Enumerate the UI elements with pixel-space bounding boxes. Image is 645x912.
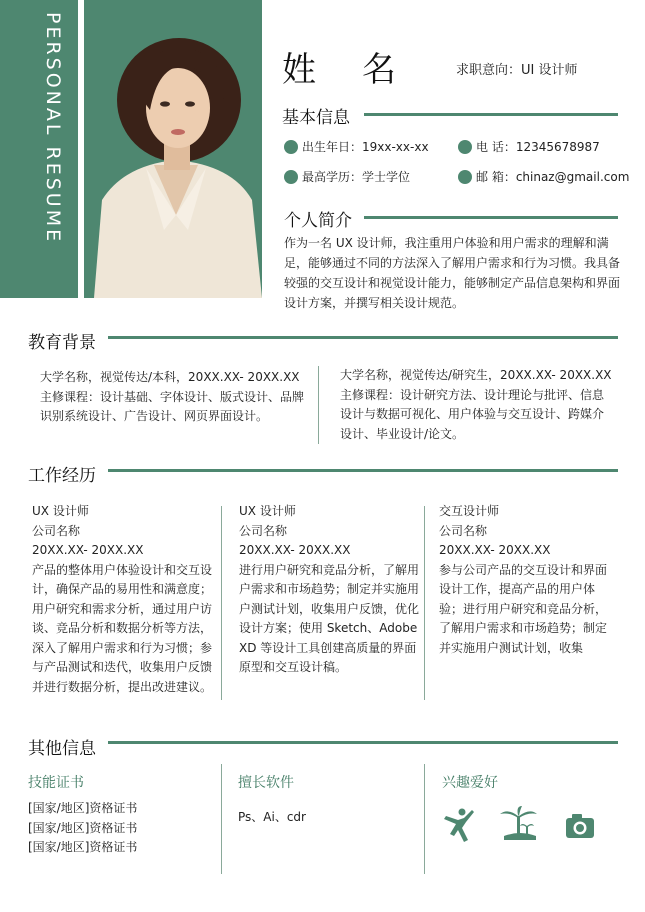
work-column-1: [32, 502, 216, 697]
other-separator-2: [424, 764, 425, 874]
hobby-icons: [438, 806, 598, 846]
cert-item: [国家/地区]资格证书: [28, 801, 138, 815]
sidebar-vertical-text: PERSONAL RESUME: [42, 12, 64, 245]
work-company: 公司名称: [239, 523, 288, 538]
work-column-3: [439, 502, 609, 658]
birth-row: [284, 138, 429, 155]
education-title: 教育背景: [28, 333, 96, 353]
basic-info-title: 基本信息: [282, 108, 350, 128]
work-company: 公司名称: [32, 523, 81, 538]
work-separator-2: [424, 506, 425, 700]
education-separator: [318, 366, 319, 444]
education-left: [40, 368, 306, 427]
software-list: Ps、Ai、cdr: [238, 810, 306, 824]
work-divider: [108, 469, 618, 472]
work-separator-1: [221, 506, 222, 700]
basic-info-divider: [364, 113, 618, 116]
phone-icon: [458, 140, 472, 154]
education-right-line2: 主修课程：设计研究方法、设计理论与批评、信息设计与数据可视化、用户体验与交互设计、跨媒介设计、毕业设计/论文。: [340, 387, 605, 441]
work-title: 工作经历: [28, 466, 96, 486]
yoga-icon: [444, 809, 474, 843]
hobby-title: 兴趣爱好: [442, 775, 498, 791]
profile-divider: [364, 216, 618, 219]
education-right-line1: 大学名称，视觉传达/研究生，20XX.XX- 20XX.XX: [340, 368, 612, 382]
other-divider: [108, 741, 618, 744]
education-left-line1: 大学名称，视觉传达/本科，20XX.XX- 20XX.XX: [40, 370, 300, 384]
work-desc: 参与公司产品的交互设计和界面设计工作，提高产品的用户体验；进行用户研究和竞品分析，了解用户需求和市场趋势；制定并实施用户测试计划，收集: [439, 562, 608, 655]
camera-icon: [566, 814, 594, 838]
job-intent: 求职意向：UI 设计师: [456, 63, 578, 78]
cert-item: [国家/地区]资格证书: [28, 840, 138, 854]
certs-list: [28, 799, 137, 858]
clock-icon: [284, 140, 298, 154]
work-desc: 产品的整体用户体验设计和交互设计，确保产品的易用性和满意度；用户研究和需求分析，通过用户访谈、竞品分析和数据分析等方法，深入了解用户需求和行为习惯；参与产品测试和迭代，收集用户反馈并进行数据分析，提出改进建议。: [32, 562, 213, 694]
phone-text: 电 话：12345678987: [476, 140, 600, 154]
portrait-illustration: [84, 0, 262, 298]
email-row: [458, 168, 629, 185]
work-role: UX 设计师: [239, 504, 296, 518]
profile-title: 个人简介: [284, 211, 352, 231]
palm-island-icon: [500, 806, 537, 840]
phone-row: [458, 138, 600, 155]
education-left-line2: 主修课程：设计基础、字体设计、版式设计、品牌识别系统设计、广告设计、网页界面设计。: [40, 389, 305, 423]
work-period: 20XX.XX- 20XX.XX: [239, 543, 351, 557]
work-role: 交互设计师: [439, 504, 500, 518]
portrait-photo: [84, 0, 262, 298]
work-period: 20XX.XX- 20XX.XX: [439, 543, 551, 557]
software-title: 擅长软件: [238, 775, 294, 791]
profile-text: 作为一名 UX 设计师，我注重用户体验和用户需求的理解和满足，能够通过不同的方法深入了解用户需求和行为习惯。我具备较强的交互设计和视觉设计能力，能够制定产品信息架构和界面设计方案，并撰写相关设计规范。: [284, 236, 621, 310]
email-text: 邮 箱：chinaz@gmail.com: [476, 170, 630, 184]
other-separator-1: [221, 764, 222, 874]
education-text: 最高学历：学士学位: [302, 170, 411, 184]
other-title: 其他信息: [28, 739, 96, 759]
education-divider: [108, 336, 618, 339]
work-company: 公司名称: [439, 523, 488, 538]
resume-name: 姓名: [282, 50, 442, 90]
birth-text: 出生年日：19xx-xx-xx: [302, 140, 429, 154]
education-row: [284, 168, 410, 185]
mail-icon: [458, 170, 472, 184]
certs-title: 技能证书: [28, 775, 84, 791]
work-role: UX 设计师: [32, 504, 89, 518]
education-right: [340, 366, 612, 444]
work-column-2: [239, 502, 423, 678]
work-period: 20XX.XX- 20XX.XX: [32, 543, 144, 557]
cert-item: [国家/地区]资格证书: [28, 820, 138, 835]
graduation-cap-icon: [284, 170, 298, 184]
work-desc: 进行用户研究和竞品分析，了解用户需求和市场趋势；制定并实施用户测试计划，收集用户反馈，优化设计方案；使用 Sketch、Adobe XD 等设计工具创建高质量的界面原型和交互设计稿。: [239, 562, 420, 674]
